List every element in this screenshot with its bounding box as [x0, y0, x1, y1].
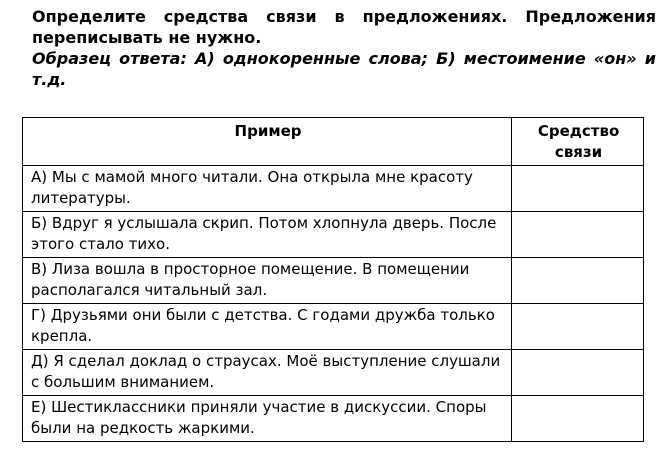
- table-header-row: [23, 118, 644, 166]
- table-row: [23, 166, 644, 212]
- example-cell: Д) Я сделал доклад о страусах. Моё выступление слушали с большим вниманием.: [23, 350, 512, 396]
- table-row: [23, 212, 644, 258]
- task-instructions: [32, 6, 656, 90]
- table-row: [23, 350, 644, 396]
- answer-cell[interactable]: [512, 258, 644, 304]
- table-row: [23, 258, 644, 304]
- answer-sample: Образец ответа: А) однокоренные слова; Б) местоимение «он» и т.д.: [32, 49, 656, 89]
- answer-cell[interactable]: [512, 396, 644, 442]
- example-cell: Б) Вдруг я услышала скрип. Потом хлопнула дверь. После этого стало тихо.: [23, 212, 512, 258]
- table-row: [23, 304, 644, 350]
- header-connection-means: Средство связи: [512, 118, 644, 166]
- example-cell: В) Лиза вошла в просторное помещение. В помещении располагался читальный зал.: [23, 258, 512, 304]
- answer-cell[interactable]: [512, 304, 644, 350]
- example-cell: Г) Друзьями они были с детства. С годами дружба только крепла.: [23, 304, 512, 350]
- task-statement: Определите средства связи в предложениях. Предложения переписывать не нужно.: [32, 7, 656, 47]
- answer-cell[interactable]: [512, 350, 644, 396]
- example-cell: Е) Шестиклассники приняли участие в дискуссии. Споры были на редкость жаркими.: [23, 396, 512, 442]
- answer-cell[interactable]: [512, 212, 644, 258]
- task-table: [22, 117, 644, 442]
- header-example: Пример: [23, 118, 512, 166]
- example-cell: А) Мы с мамой много читали. Она открыла мне красоту литературы.: [23, 166, 512, 212]
- answer-cell[interactable]: [512, 166, 644, 212]
- table-row: [23, 396, 644, 442]
